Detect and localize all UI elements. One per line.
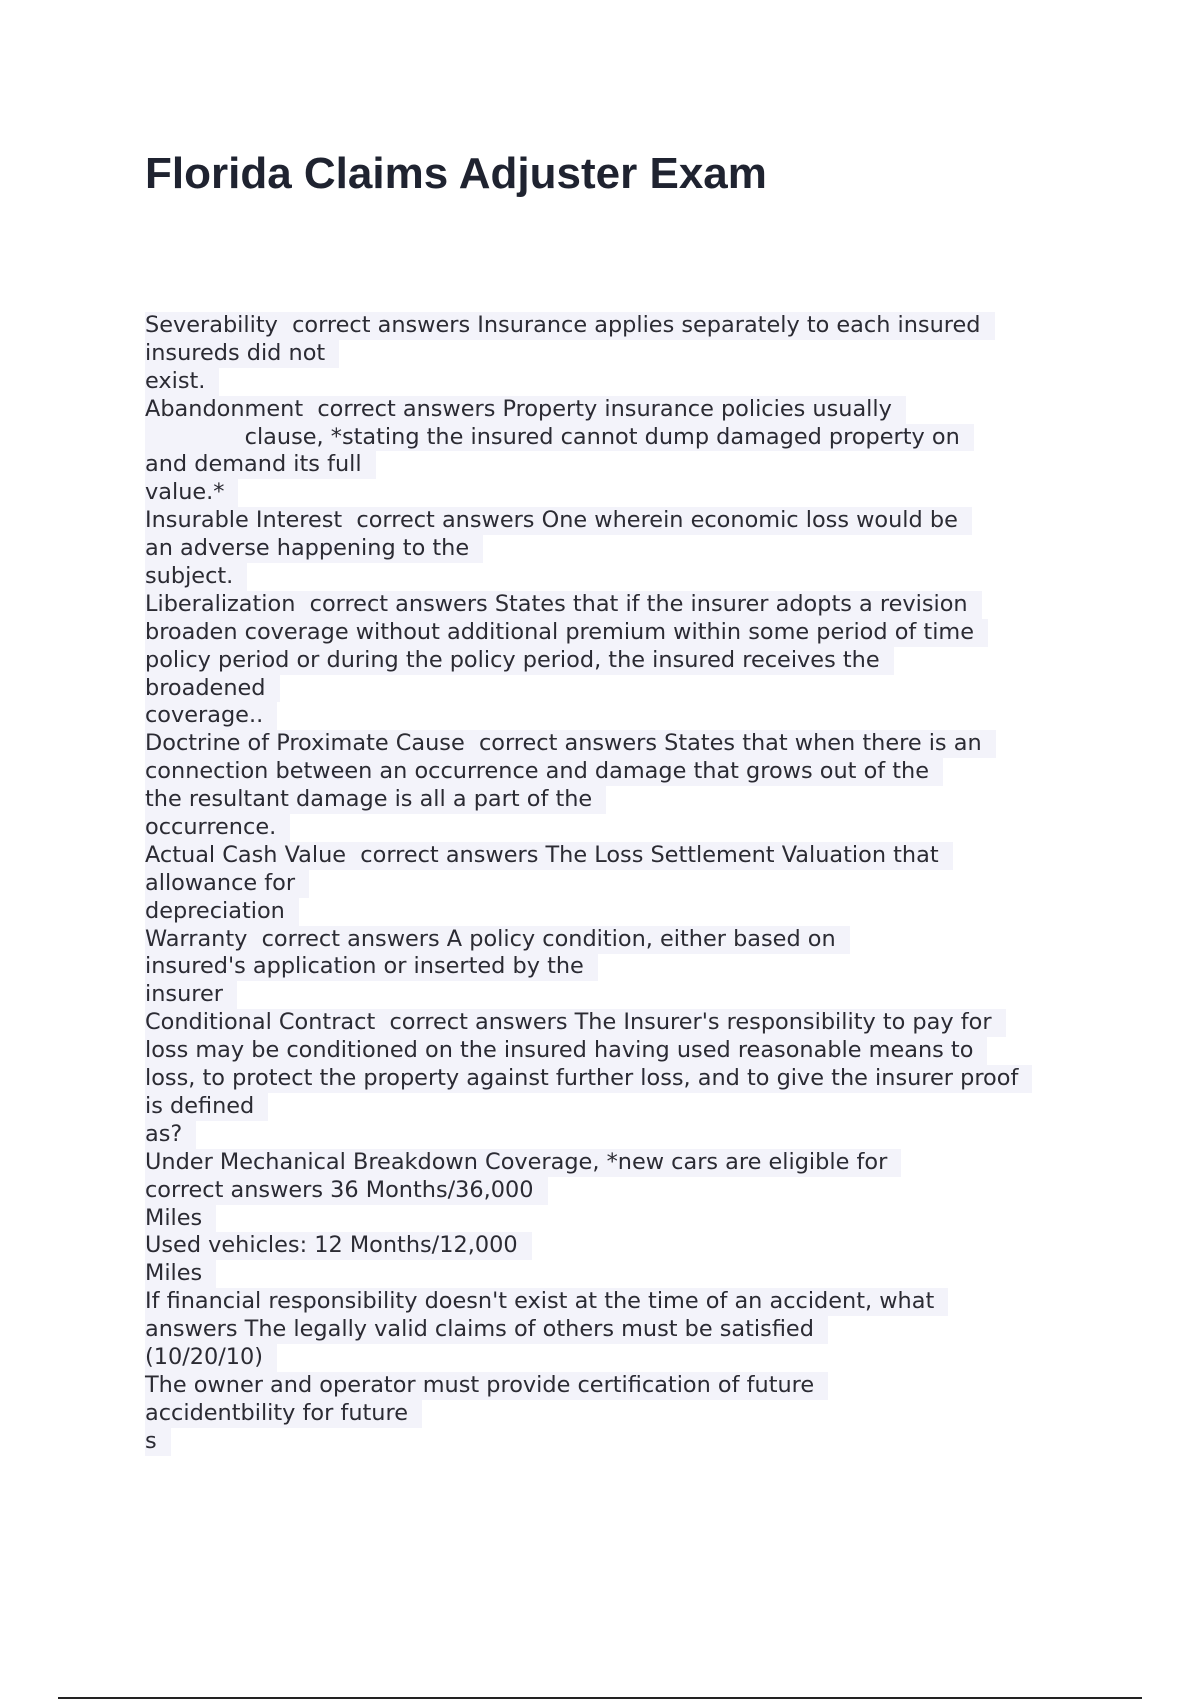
text-line [145,1428,1105,1456]
text-line-content: an adverse happening to the [145,535,483,563]
text-line-content: Liberalization correct answers States that if the insurer adopts a revision [145,591,982,619]
text-line [145,1316,1105,1344]
text-line-content: correct answers 36 Months/36,000 [145,1177,548,1205]
text-line [145,730,1105,758]
text-line-content: accidentbility for future [145,1400,422,1428]
text-line-content: as? [145,1121,196,1149]
text-line-content: insureds did not [145,340,339,368]
text-line [145,1093,1105,1121]
text-line-content: loss may be conditioned on the insured having used reasonable means to [145,1037,987,1065]
text-line-content: answers The legally valid claims of others must be satisfied [145,1316,828,1344]
text-line [145,647,1105,675]
text-line [145,1149,1105,1177]
text-line-content: subject. [145,563,247,591]
text-line [145,842,1105,870]
text-line-content: is defined [145,1093,268,1121]
text-line-content: (10/20/10) [145,1344,277,1372]
text-line-content: allowance for [145,870,309,898]
text-line-content: insurer [145,981,237,1009]
text-line [145,507,1105,535]
text-line [145,451,1105,479]
text-line-content: Insurable Interest correct answers One wherein economic loss would be [145,507,972,535]
text-line [145,926,1105,954]
text-line-content: policy period or during the policy period, the insured receives the [145,647,894,675]
text-line [145,479,1105,507]
text-line-content: exist. [145,368,219,396]
text-line-content: Under Mechanical Breakdown Coverage, *new cars are eligible for [145,1149,901,1177]
text-line [145,591,1105,619]
text-line-content: broadened [145,675,280,703]
text-line [145,758,1105,786]
text-line-content: Miles [145,1205,216,1233]
text-line-content: Severability correct answers Insurance applies separately to each insured [145,312,995,340]
text-line [145,981,1105,1009]
text-line [145,1400,1105,1428]
footer-divider [58,1697,1142,1699]
text-line-content: and demand its full [145,451,376,479]
text-line-content: Conditional Contract correct answers The Insurer's responsibility to pay for [145,1009,1006,1037]
text-line [145,1288,1105,1316]
text-line [145,675,1105,703]
text-line [145,870,1105,898]
text-line-content: value.* [145,479,238,507]
text-line-content: depreciation [145,898,299,926]
text-line [145,1344,1105,1372]
text-line [145,1260,1105,1288]
text-line-content: the resultant damage is all a part of the [145,786,606,814]
text-line [145,1232,1105,1260]
page-title: Florida Claims Adjuster Exam [145,149,767,198]
text-line [145,814,1105,842]
text-line-content: If financial responsibility doesn't exist at the time of an accident, what [145,1288,948,1316]
text-line [145,898,1105,926]
text-line-content: Abandonment correct answers Property insurance policies usually [145,396,906,424]
text-line [145,1177,1105,1205]
text-line-content: coverage.. [145,702,277,730]
text-line [145,1037,1105,1065]
text-line-content: loss, to protect the property against further loss, and to give the insurer proof [145,1065,1032,1093]
text-line [145,563,1105,591]
text-line [145,396,1105,424]
text-line [145,1121,1105,1149]
text-line-content: Doctrine of Proximate Cause correct answers States that when there is an [145,730,996,758]
document-body [145,312,1105,1456]
text-line [145,535,1105,563]
text-line-content: Miles [145,1260,216,1288]
text-line [145,702,1105,730]
text-line-content: connection between an occurrence and damage that grows out of the [145,758,943,786]
text-line-content: clause, *stating the insured cannot dump damaged property on [145,424,974,452]
text-line-content: Actual Cash Value correct answers The Loss Settlement Valuation that [145,842,953,870]
text-line-content: Used vehicles: 12 Months/12,000 [145,1232,532,1260]
text-line [145,312,1105,340]
text-line [145,1065,1105,1093]
text-line-content: Warranty correct answers A policy condition, either based on [145,926,850,954]
text-line [145,424,1105,452]
text-line-content: The owner and operator must provide certification of future [145,1372,828,1400]
text-line [145,786,1105,814]
text-line-content: broaden coverage without additional premium within some period of time [145,619,988,647]
text-line-content: occurrence. [145,814,290,842]
text-line [145,619,1105,647]
text-line [145,340,1105,368]
text-line [145,953,1105,981]
text-line-content: insured's application or inserted by the [145,953,598,981]
text-line [145,368,1105,396]
text-line-content: s [145,1428,171,1456]
text-line [145,1205,1105,1233]
text-line [145,1372,1105,1400]
text-line [145,1009,1105,1037]
